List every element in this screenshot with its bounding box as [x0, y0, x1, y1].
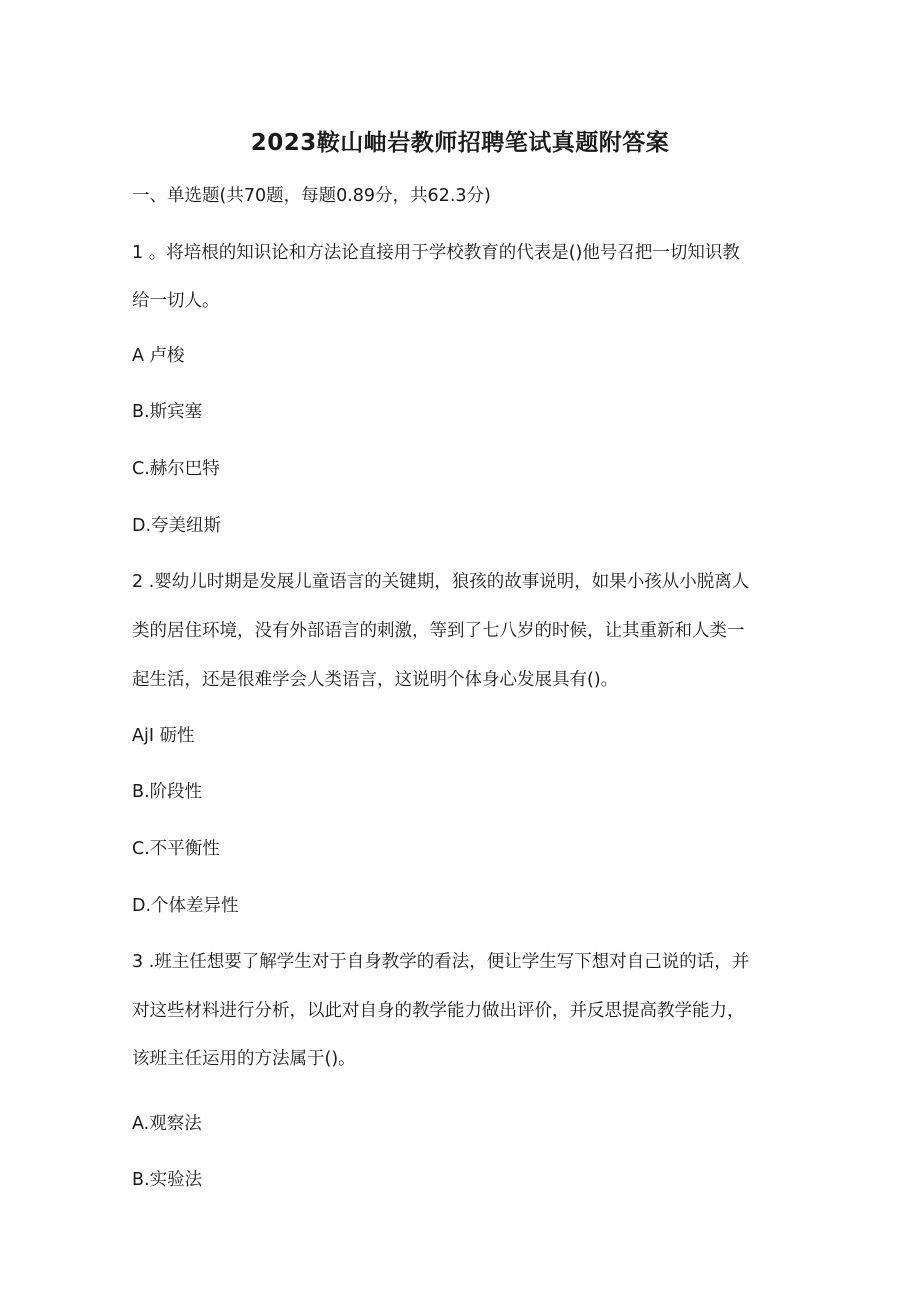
question-2-option-b: B.阶段性: [132, 782, 203, 802]
question-1-option-b: B.斯宾塞: [132, 402, 203, 422]
question-1-option-c: C.赫尔巴特: [132, 459, 220, 479]
question-1-stem-line-2: 给一切人。: [132, 291, 220, 311]
question-3-option-b: B.实验法: [132, 1170, 203, 1190]
question-1-stem-line-1: 1 。将培根的知识论和方法论直接用于学校教育的代表是()他号召把一切知识教: [132, 243, 740, 263]
question-2-option-d: D.个体差异性: [132, 896, 239, 916]
question-1-option-a: A 卢梭: [132, 346, 185, 366]
question-2-option-c: C.不平衡性: [132, 839, 220, 859]
question-2-stem-line-2: 类的居住环境，没有外部语言的刺激，等到了七八岁的时候，让其重新和人类一: [132, 621, 745, 641]
question-2-stem-line-1: 2 .婴幼儿时期是发展儿童语言的关键期，狼孩的故事说明，如果小孩从小脱离人: [132, 572, 750, 592]
question-3-stem-line-1: 3 .班主任想要了解学生对于自身教学的看法，便让学生写下想对自己说的话，并: [132, 952, 750, 972]
question-2-option-a: AjI 砺性: [132, 726, 195, 746]
question-2-stem-line-3: 起生活，还是很难学会人类语言，这说明个体身心发展具有()。: [132, 670, 619, 690]
question-3-stem-line-3: 该班主任运用的方法属于()。: [132, 1049, 356, 1069]
question-3-option-a: A.观察法: [132, 1114, 202, 1134]
question-1-option-d: D.夸美纽斯: [132, 516, 222, 536]
section-heading: 一、单选题(共70题，每题0.89分，共62.3分): [132, 186, 491, 206]
document-title: 2023鞍山岫岩教师招聘笔试真题附答案: [250, 130, 670, 156]
question-3-stem-line-2: 对这些材料进行分析，以此对自身的教学能力做出评价，并反思提高教学能力，: [132, 1001, 745, 1021]
